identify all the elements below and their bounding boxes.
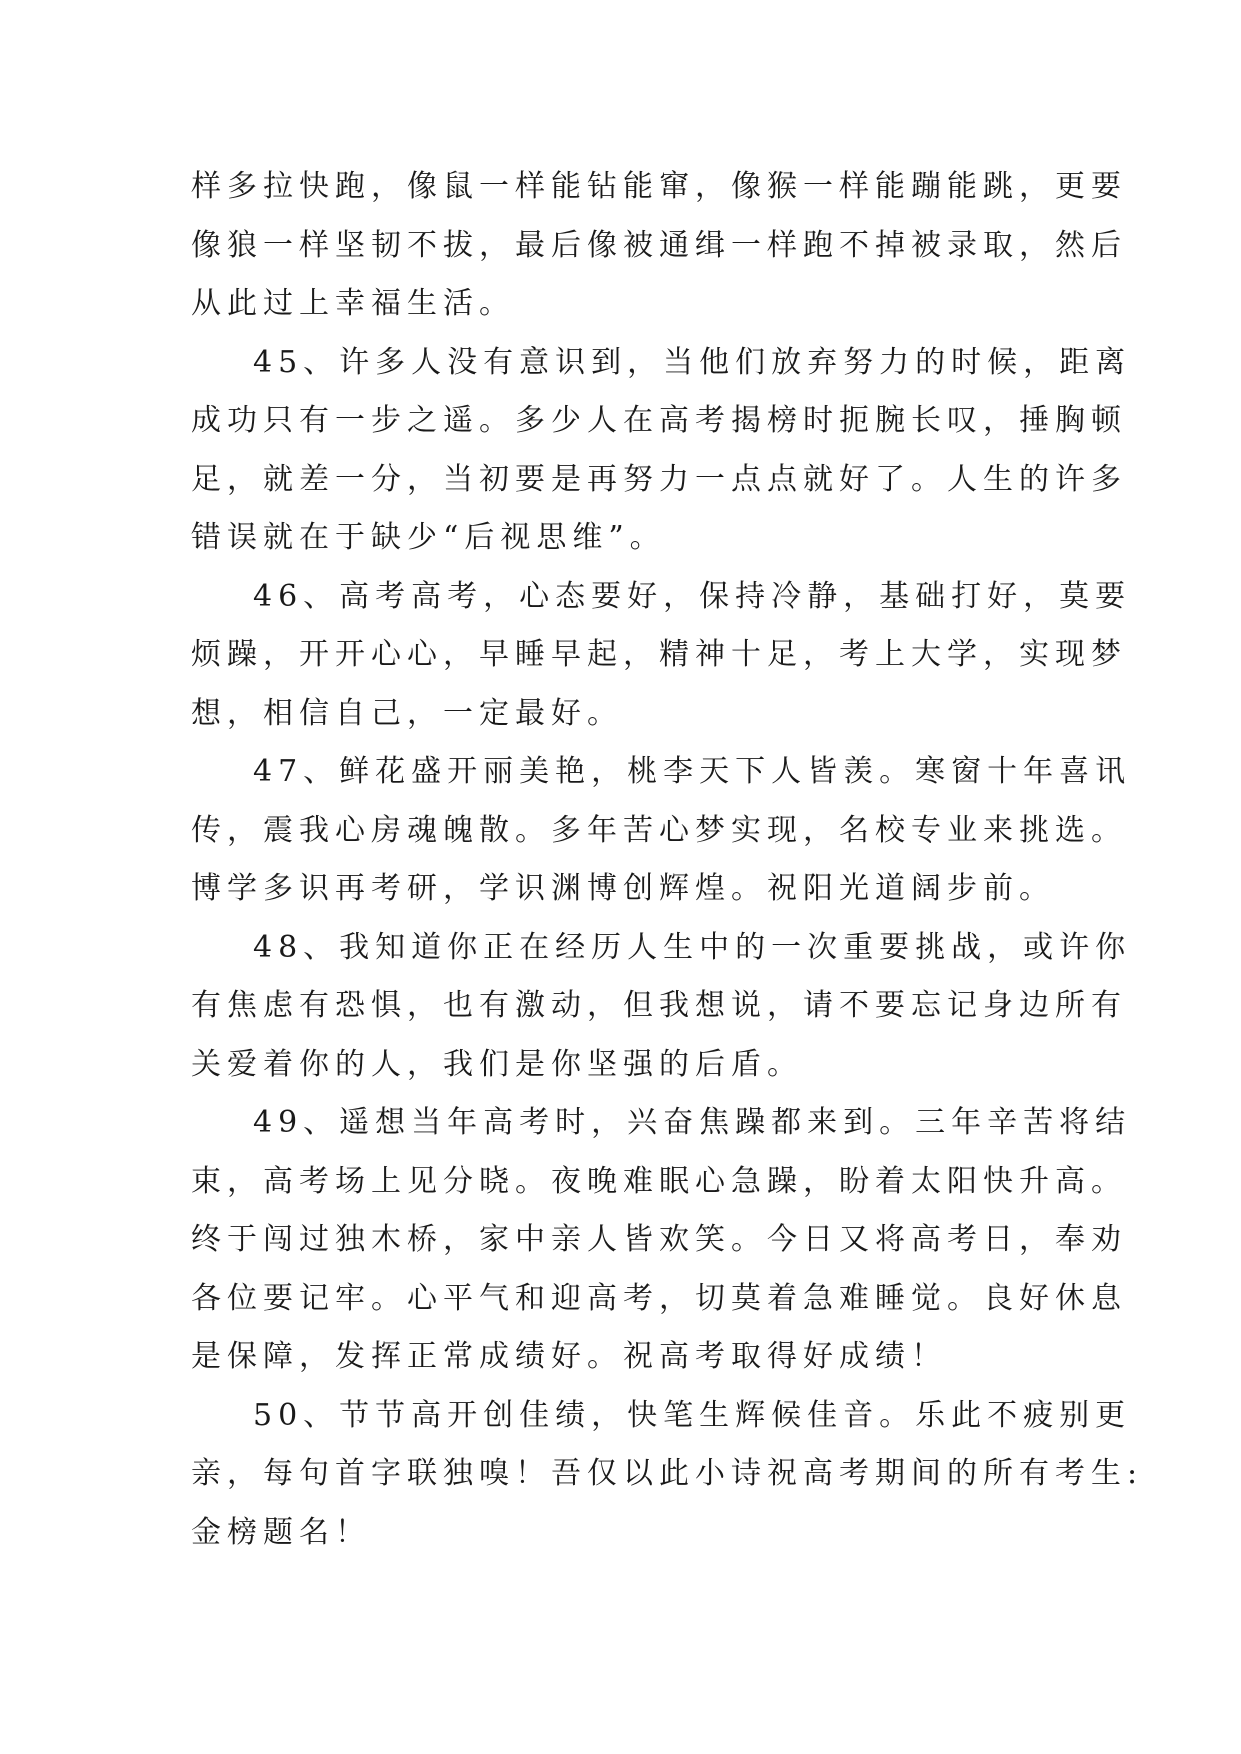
text-line: 错误就在于缺少“后视思维”。 (191, 520, 666, 555)
text-line: 50、节节高开创佳绩，快笔生辉候佳音。乐此不疲别更 (253, 1397, 1132, 1433)
text-line: 47、鲜花盛开丽美艳，桃李天下人皆羡。寒窗十年喜讯 (253, 754, 1132, 789)
document-body (191, 158, 1144, 1562)
text-line: 想，相信自己，一定最好。 (191, 695, 623, 731)
text-line: 足，就差一分，当初要是再努力一点点就好了。人生的许多 (191, 461, 1127, 497)
paragraph-50 (191, 1387, 1144, 1563)
text-line: 传，震我心房魂魄散。多年苦心梦实现，名校专业来挑选。 (191, 812, 1127, 848)
text-line: 博学多识再考研，学识渊博创辉煌。祝阳光道阔步前。 (191, 871, 1055, 906)
paragraph-48 (191, 919, 1132, 1095)
paragraph-47 (191, 743, 1132, 919)
text-line: 像狼一样坚韧不拔，最后像被通缉一样跑不掉被录取，然后 (191, 227, 1127, 263)
paragraph-46 (191, 568, 1132, 744)
text-line: 终于闯过独木桥，家中亲人皆欢笑。今日又将高考日，奉劝 (191, 1222, 1127, 1257)
text-line: 49、遥想当年高考时，兴奋焦躁都来到。三年辛苦将结 (253, 1105, 1132, 1140)
paragraph-45 (191, 334, 1132, 568)
text-line: 是保障，发挥正常成绩好。祝高考取得好成绩！ (191, 1339, 947, 1374)
text-line: 各位要记牢。心平气和迎高考，切莫着急难睡觉。良好休息 (191, 1280, 1127, 1316)
text-line: 亲，每句首字联独嗅！吾仅以此小诗祝高考期间的所有考生: (191, 1456, 1144, 1491)
text-line: 烦躁，开开心心，早睡早起，精神十足，考上大学，实现梦 (191, 637, 1127, 672)
text-line: 样多拉快跑，像鼠一样能钻能窜，像猴一样能蹦能跳，更要 (191, 169, 1127, 204)
text-line: 金榜题名！ (191, 1514, 371, 1550)
text-line: 48、我知道你正在经历人生中的一次重要挑战，或许你 (253, 929, 1132, 965)
text-line: 从此过上幸福生活。 (191, 286, 515, 321)
text-line: 束，高考场上见分晓。夜晚难眠心急躁，盼着太阳快升高。 (191, 1163, 1127, 1199)
paragraph-continuation (191, 158, 1127, 334)
text-line: 关爱着你的人，我们是你坚强的后盾。 (191, 1046, 803, 1082)
paragraph-49 (191, 1094, 1132, 1387)
text-line: 45、许多人没有意识到，当他们放弃努力的时候，距离 (253, 344, 1132, 380)
text-line: 有焦虑有恐惧，也有激动，但我想说，请不要忘记身边所有 (191, 988, 1127, 1023)
text-line: 成功只有一步之遥。多少人在高考揭榜时扼腕长叹，捶胸顿 (191, 403, 1127, 438)
text-line: 46、高考高考，心态要好，保持冷静，基础打好，莫要 (253, 578, 1132, 614)
